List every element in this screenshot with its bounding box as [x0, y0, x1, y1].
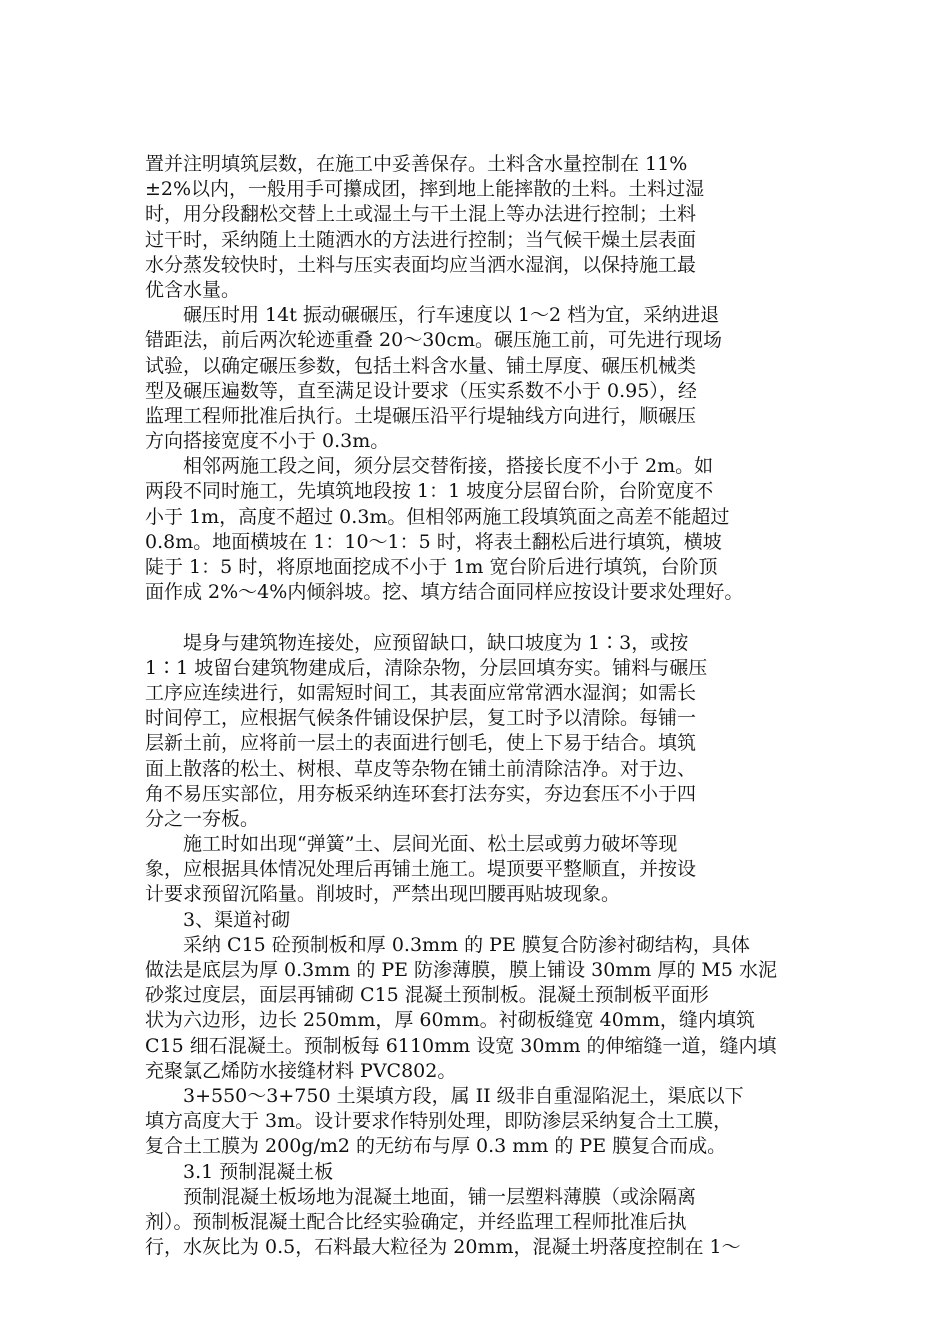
text-line: ±2%以内，一般用手可攥成团，摔到地上能摔散的土料。土料过湿 [145, 178, 705, 201]
text-line: 工序应连续进行，如需短时间工，其表面应常常洒水湿润；如需长 [145, 681, 697, 704]
blank-line [145, 605, 815, 630]
text-line: 状为六边形，边长 250mm，厚 60mm。衬砌板缝宽 40mm，缝内填筑 [145, 1009, 755, 1032]
text-line: 型及碾压遍数等，直至满足设计要求（压实系数不小于 0.95），经 [145, 379, 697, 402]
paragraph-lining-structure [145, 933, 815, 1084]
text-line: 优含水量。 [145, 278, 241, 301]
section-heading-channel-lining [145, 908, 815, 933]
document-body [145, 152, 815, 1260]
text-line: 剂）。预制板混凝土配合比经实验确定，并经监理工程师批准后执 [145, 1210, 687, 1233]
paragraph-adjacent-sections [145, 454, 815, 605]
text-line: 复合土工膜为 200g/m2 的无纺布与厚 0.3 mm 的 PE 膜复合而成。 [145, 1135, 727, 1158]
section-heading-precast-slab [145, 1160, 815, 1185]
text-line: 行，水灰比为 0.5，石料最大粒径为 20mm，混凝土坍落度控制在 1～ [145, 1236, 741, 1259]
text-line: 碾压时用 14t 振动碾碾压，行车速度以 1～2 档为宜，采纳进退 [145, 304, 720, 327]
paragraph-compaction [145, 303, 815, 454]
paragraph-precast-site [145, 1185, 815, 1261]
text-line: 施工时如出现“弹簧”土、层间光面、松土层或剪力破坏等现 [145, 833, 678, 856]
text-line: 时，用分段翻松交替上土或湿土与干土混上等办法进行控制；土料 [145, 203, 697, 226]
text-line: 方向搭接宽度不小于 0.3m。 [145, 430, 390, 453]
text-line: 面作成 2%～4%内倾斜坡。挖、填方结合面同样应按设计要求处理好。 [145, 581, 744, 604]
paragraph-soil-moisture [145, 152, 815, 303]
text-line: 充聚氯乙烯防水接缝材料 PVC802。 [145, 1059, 457, 1082]
text-line: 层新土前，应将前一层土的表面进行刨毛，使上下易于结合。填筑 [145, 732, 697, 755]
text-line: 小于 1m，高度不超过 0.3m。但相邻两施工段填筑面之高差不能超过 [145, 505, 730, 528]
text-line: 置并注明填筑层数，在施工中妥善保存。土料含水量控制在 11% [145, 153, 688, 175]
text-line: 采纳 C15 砼预制板和厚 0.3mm 的 PE 膜复合防渗衬砌结构，具体 [145, 933, 750, 956]
text-line: 水分蒸发较快时，土料与压实表面均应当洒水湿润，以保持施工最 [145, 253, 697, 276]
text-line: 分之一夯板。 [145, 807, 260, 830]
text-line: 过干时，采纳随上土随洒水的方法进行控制；当气候干燥土层表面 [145, 228, 697, 251]
text-line: 两段不同时施工，先填筑地段按 1：1 坡度分层留台阶，台阶宽度不 [145, 480, 714, 503]
text-line: 角不易压实部位，用夯板采纳连环套打法夯实，夯边套压不小于四 [145, 782, 697, 805]
text-line: 陡于 1：5 时，将原地面挖成不小于 1m 宽台阶后进行填筑，台阶顶 [145, 556, 718, 578]
text-line: 错距法，前后两次轮迹重叠 20～30cm。碾压施工前，可先进行现场 [145, 329, 723, 352]
paragraph-building-connection [145, 631, 815, 833]
heading-line: 3、渠道衬砌 [145, 908, 291, 931]
text-line: 监理工程师批准后执行。土堤碾压沿平行堤轴线方向进行，顺碾压 [145, 404, 697, 427]
text-line: 预制混凝土板场地为混凝土地面，铺一层塑料薄膜（或涂隔离 [145, 1185, 697, 1208]
text-line: 试验，以确定碾压参数，包括土料含水量、铺土厚度、碾压机械类 [145, 354, 697, 377]
text-line: 象，应根据具体情况处理后再铺土施工。堤顶要平整顺直，并按设 [145, 858, 697, 881]
text-line: C15 细石混凝土。预制板每 6110mm 设宽 30mm 的伸缩缝一道，缝内填 [145, 1034, 777, 1057]
text-line: 1∶1 坡留台建筑物建成后，清除杂物，分层回填夯实。铺料与碾压 [145, 656, 708, 679]
text-line: 3+550～3+750 土渠填方段，属 II 级非自重湿陷泥土，渠底以下 [145, 1084, 744, 1107]
text-line: 0.8m。地面横坡在 1：10～1：5 时，将表土翻松后进行填筑，横坡 [145, 530, 722, 553]
text-line: 计要求预留沉陷量。削坡时，严禁出现凹腰再贴坡现象。 [145, 883, 621, 906]
text-line: 时间停工，应根据气候条件铺设保护层，复工时予以清除。每铺一 [145, 707, 697, 730]
paragraph-fill-section [145, 1084, 815, 1160]
text-line: 面上散落的松土、树根、草皮等杂物在铺土前清除洁净。对于边、 [145, 757, 697, 780]
text-line: 相邻两施工段之间，须分层交替衔接，搭接长度不小于 2m。如 [145, 455, 714, 478]
text-line: 填方高度大于 3m。设计要求作特别处理，即防渗层采纳复合土工膜， [145, 1110, 733, 1133]
text-line: 砂浆过度层，面层再铺砌 C15 混凝土预制板。混凝土预制板平面形 [145, 984, 709, 1007]
text-line: 堤身与建筑物连接处，应预留缺口，缺口坡度为 1∶3，或按 [145, 631, 689, 654]
heading-line: 3.1 预制混凝土板 [145, 1160, 334, 1183]
paragraph-spring-soil [145, 832, 815, 908]
text-line: 做法是底层为厚 0.3mm 的 PE 防渗薄膜，膜上铺设 30mm 厚的 M5 水泥 [145, 959, 777, 981]
